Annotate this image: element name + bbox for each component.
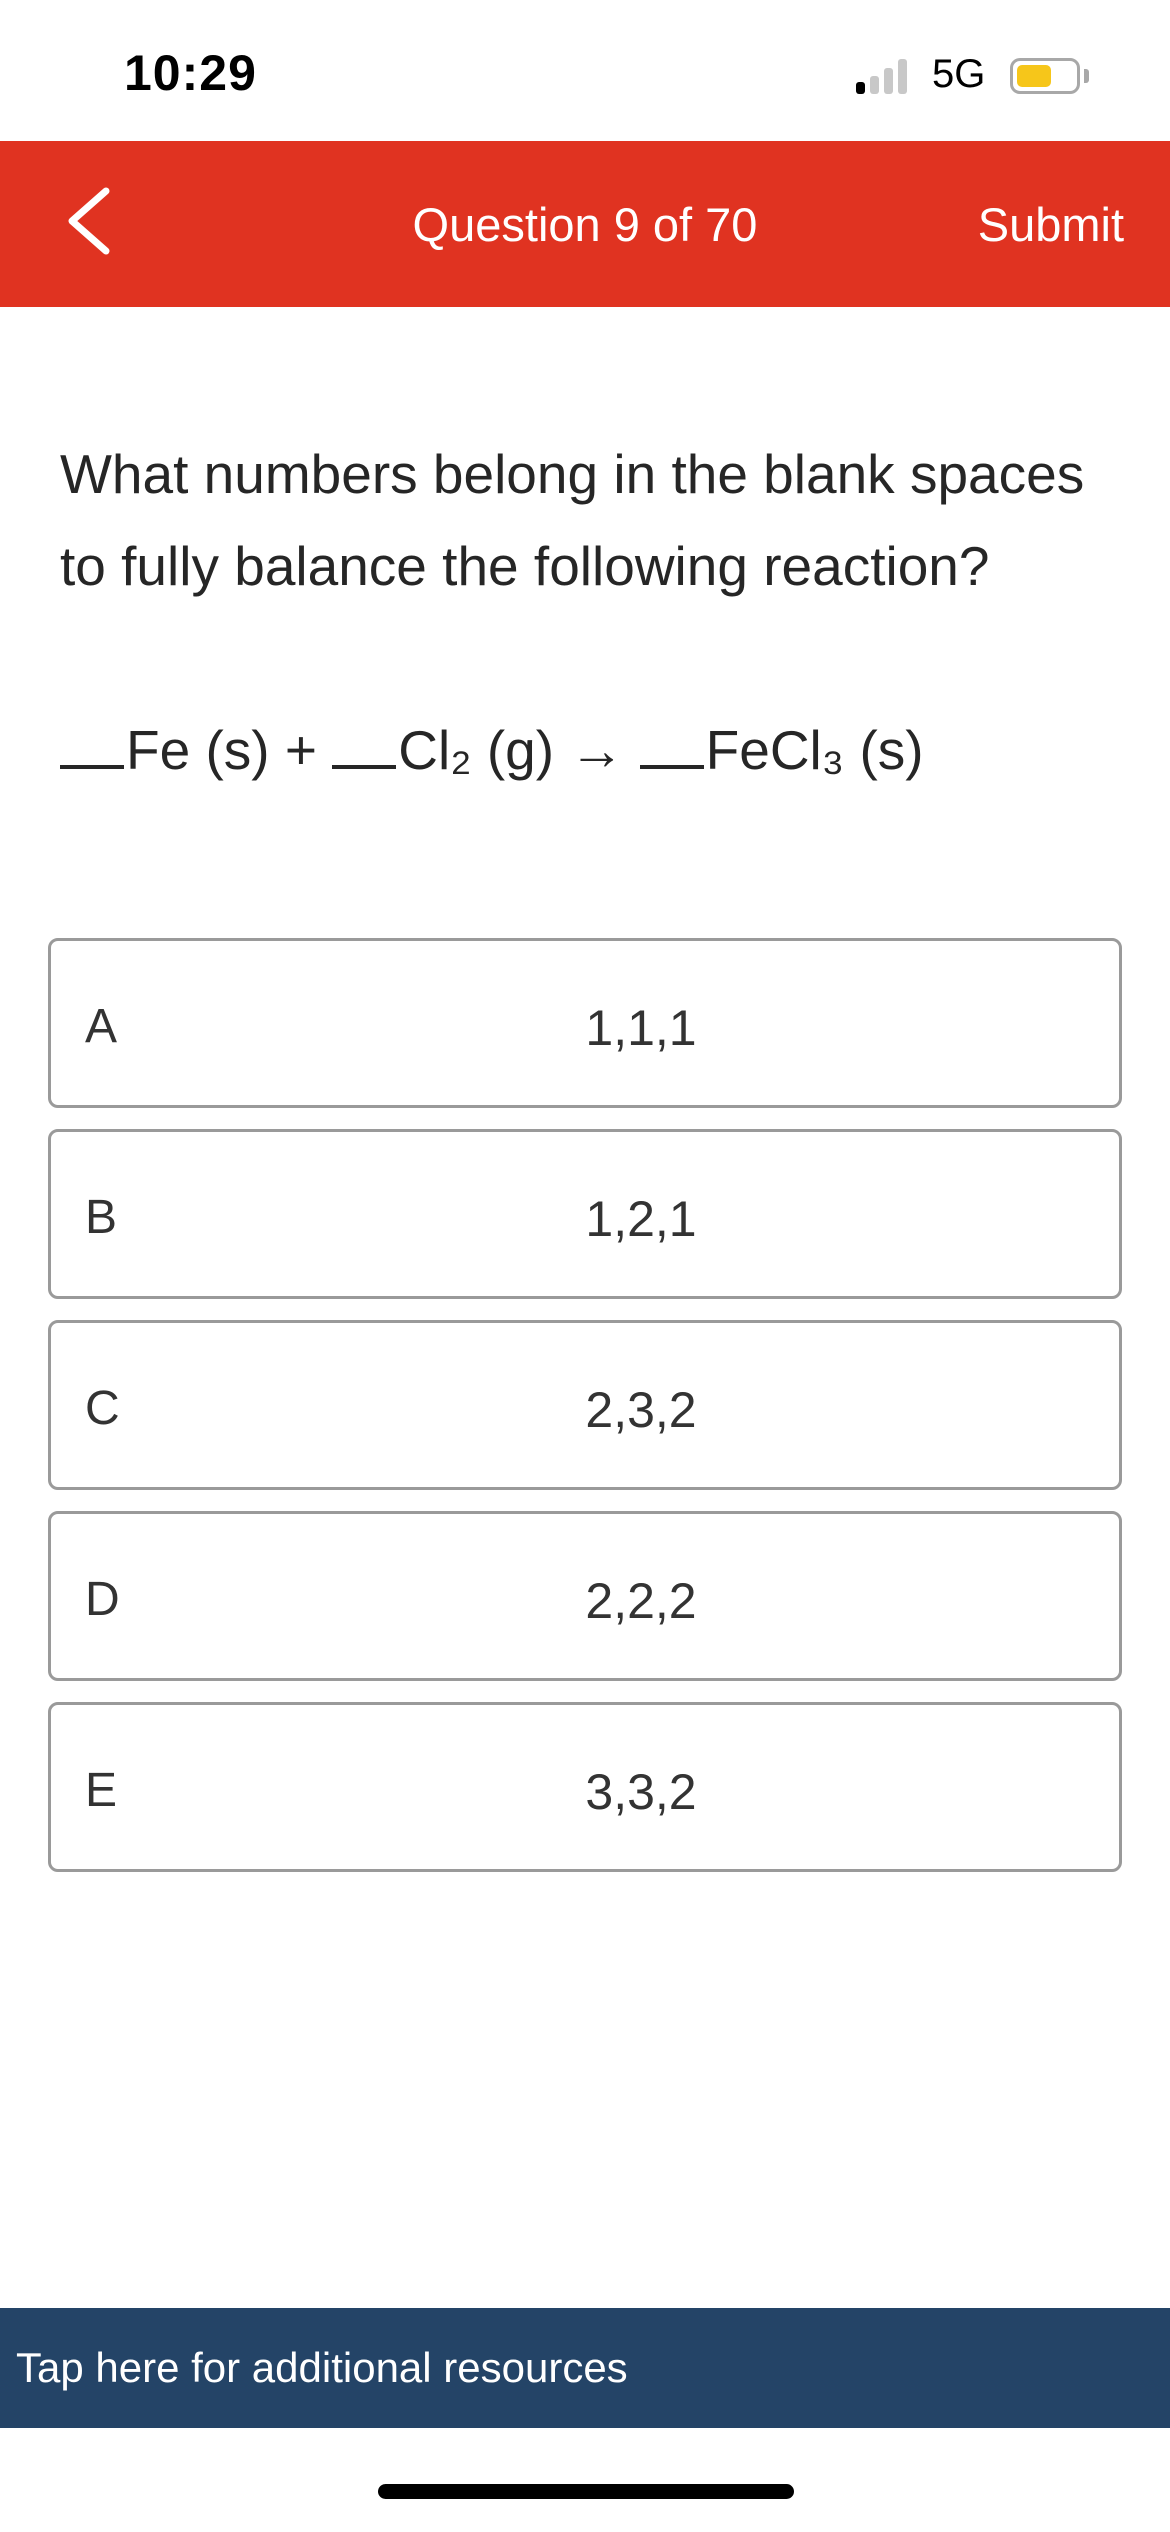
option-value: 2,2,2 bbox=[585, 1573, 697, 1629]
option-letter: B bbox=[85, 1191, 118, 1244]
battery-cap bbox=[1084, 69, 1089, 83]
status-time: 10:29 bbox=[124, 45, 257, 101]
blank-2 bbox=[332, 721, 396, 769]
option-value: 2,3,2 bbox=[585, 1382, 697, 1438]
blank-3 bbox=[640, 721, 704, 769]
option-c[interactable] bbox=[48, 1320, 1122, 1490]
option-letter: C bbox=[85, 1382, 120, 1435]
chemical-equation bbox=[60, 718, 924, 782]
option-e[interactable] bbox=[48, 1702, 1122, 1872]
additional-resources-button[interactable] bbox=[0, 2308, 1170, 2428]
option-letter: A bbox=[85, 1000, 118, 1053]
option-letter: D bbox=[85, 1573, 120, 1626]
option-letter: E bbox=[85, 1764, 118, 1817]
question-counter: Question 9 of 70 bbox=[412, 198, 758, 251]
option-value: 1,1,1 bbox=[585, 1000, 697, 1056]
question-text: What numbers belong in the blank spaces to fully balance the following reaction? bbox=[60, 443, 1085, 597]
option-value: 3,3,2 bbox=[585, 1764, 697, 1820]
header-bar bbox=[0, 141, 1170, 307]
answer-options bbox=[48, 938, 1122, 1893]
battery-icon bbox=[1010, 58, 1080, 94]
blank-1 bbox=[60, 721, 124, 769]
equation-term-1: Fe (s) + bbox=[126, 719, 317, 781]
option-d[interactable] bbox=[48, 1511, 1122, 1681]
home-indicator[interactable] bbox=[378, 2484, 794, 2499]
equation-term-2: Cl₂ (g) → bbox=[398, 719, 625, 781]
network-type: 5G bbox=[932, 52, 986, 96]
option-b[interactable] bbox=[48, 1129, 1122, 1299]
equation-term-3: FeCl₃ (s) bbox=[705, 719, 924, 781]
signal-icon bbox=[856, 58, 916, 94]
option-a[interactable] bbox=[48, 938, 1122, 1108]
submit-button[interactable]: Submit bbox=[977, 198, 1124, 251]
status-bar bbox=[0, 0, 1170, 140]
option-value: 1,2,1 bbox=[585, 1191, 697, 1247]
resources-label: Tap here for additional resources bbox=[16, 2344, 628, 2391]
